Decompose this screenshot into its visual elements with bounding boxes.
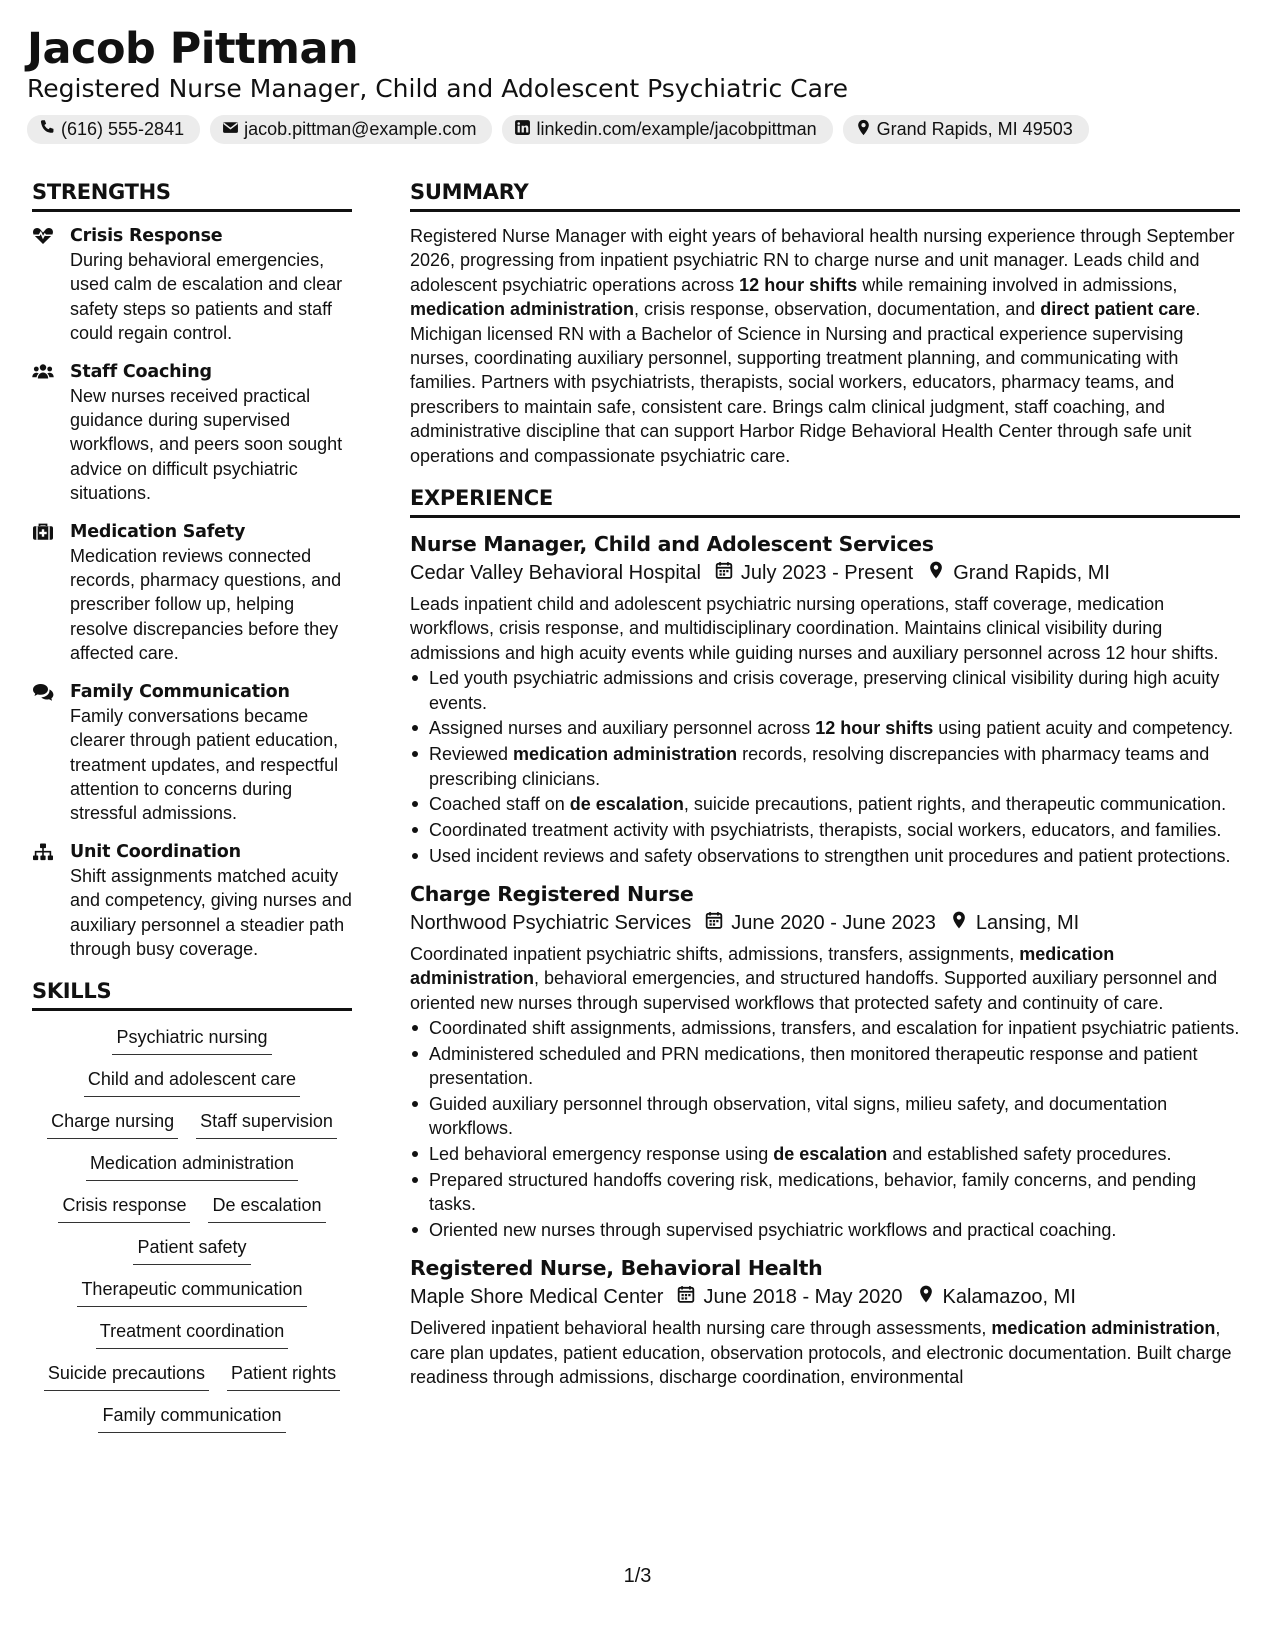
bullet-item [410,716,1240,740]
left-column [32,178,352,1433]
job-location-wrap [917,1282,1076,1312]
strength-item [32,224,352,346]
summary-text [410,224,1240,468]
strength-title: Unit Coordination [70,841,241,862]
job-meta [410,1282,1240,1312]
bold-keyword: medication administration [410,944,1115,989]
text-run: Led youth psychiatric admissions and crisis coverage, preserving clinical visibility during high acuity events. [429,668,1220,713]
strength-item [32,520,352,666]
text-run: Assigned nurses and auxiliary personnel across [429,718,816,739]
skill-tag: Patient safety [133,1235,250,1265]
bullet-item [410,1218,1240,1242]
job-description [410,942,1240,1015]
location-text: Grand Rapids, MI 49503 [876,119,1073,139]
skill-tag: Treatment coordination [96,1319,288,1349]
text-run: Delivered inpatient behavioral health nursing care through assessments, [410,1318,992,1339]
right-column [410,178,1240,1402]
linkedin-icon [514,119,531,141]
skill-tag: Medication administration [86,1151,298,1181]
map-marker-icon [917,1282,935,1312]
bullet-item [410,792,1240,816]
skill-tag: Charge nursing [47,1109,178,1139]
calendar-icon [677,1282,695,1312]
strength-text: Family conversations became clearer through patient education, treatment updates, and respectful attention to concerns during stressful admissions. [70,705,339,824]
job-bullets [410,666,1240,868]
job-bullets [410,1016,1240,1242]
job-dates-wrap [715,558,913,588]
strength-title: Family Communication [70,681,290,702]
map-marker-icon [950,908,968,938]
bullet-item [410,1092,1240,1141]
bullet-item [410,1168,1240,1217]
job-title: Nurse Manager, Child and Adolescent Services [410,532,934,557]
skill-tag: Therapeutic communication [77,1277,306,1307]
job-dates-wrap [705,908,936,938]
strength-item [32,840,352,962]
candidate-title: Registered Nurse Manager, Child and Adolescent Psychiatric Care [27,74,849,103]
text-run: while remaining involved in admissions, [857,274,1178,295]
job-meta [410,558,1240,588]
job-dates: June 2020 - June 2023 [731,912,936,935]
page-number: 1/3 [623,1565,652,1587]
text-run: Guided auxiliary personnel through observation, vital signs, milieu safety, and documentation workflows. [429,1094,1168,1139]
job-title: Charge Registered Nurse [410,882,694,907]
text-run: records, resolving discrepancies with pharmacy teams and prescribing clinicians. [429,744,1210,789]
contact-email[interactable] [210,115,492,144]
bold-keyword: medication administration [410,299,635,320]
text-run: Coordinated shift assignments, admissions, transfers, and escalation for inpatient psychiatric patients. [429,1018,1240,1039]
job-dates: June 2018 - May 2020 [703,1286,903,1309]
skill-tag: Suicide precautions [44,1361,209,1391]
text-run: Reviewed [429,744,514,765]
strength-text: New nurses received practical guidance during supervised workflows, and peers soon sought advice on difficult psychiatric situations. [70,385,343,504]
text-run: Prepared structured handoffs covering risk, medications, behavior, family concerns, and pending tasks. [429,1169,1197,1215]
skills-heading: SKILLS [32,977,352,1011]
skills-list [32,1023,352,1433]
text-run: Coordinated inpatient psychiatric shifts, admissions, transfers, assignments, [410,944,1020,965]
skill-tag: Staff supervision [196,1109,337,1139]
job-description [410,592,1240,665]
bullet-item [410,742,1240,791]
skill-tag: De escalation [208,1193,325,1223]
text-run: . Michigan licensed RN with a Bachelor of Science in Nursing and practical experience supervising nurses, coordinating auxiliary personnel, supporting treatment planning, and communicating with families. Partners with psychiatrists, therapists, social workers, educators, pharmacy teams, and prescribers to maintain safe, consistent care. Brings calm clinical judgment, staff coaching, and administrative discipline that can support Harbor Ridge Behavioral Health Center through safe unit operations and compassionate psychiatric care. [410,299,1201,466]
envelope-icon [222,119,239,141]
strength-item [32,360,352,506]
job-description [410,1316,1240,1389]
linkedin-text: linkedin.com/example/jacobpittman [536,119,817,139]
text-run: Oriented new nurses through supervised psychiatric workflows and practical coaching. [429,1219,1117,1240]
text-run: Used incident reviews and safety observations to strengthen unit procedures and patient protections. [429,845,1231,866]
text-run: and established safety procedures. [887,1144,1172,1165]
bold-keyword: medication administration [513,744,738,765]
text-run: , care plan updates, patient education, observation protocols, and electronic documentation. Built charge readiness through admissions, discharge coordination, environmental [410,1318,1232,1388]
bullet-item [410,666,1240,715]
strength-title: Medication Safety [70,521,246,542]
users-icon [32,360,62,506]
text-run: , suicide precautions, patient rights, and therapeutic communication. [683,794,1227,815]
calendar-icon [705,908,723,938]
skill-tag: Crisis response [58,1193,190,1223]
phone-text: (616) 555-2841 [61,119,185,139]
resume-header [27,22,1248,144]
text-run: Coached staff on [429,794,570,815]
strength-item [32,680,352,826]
bullet-item [410,1042,1240,1091]
text-run: , crisis response, observation, documentation, and [634,299,1041,320]
sitemap-icon [32,840,62,962]
job-location-wrap [950,908,1079,938]
job-location-wrap [927,558,1110,588]
contact-bar [27,115,1248,144]
map-marker-icon [927,558,945,588]
skill-tag: Patient rights [227,1361,340,1391]
experience-heading: EXPERIENCE [410,484,1240,518]
bold-keyword: 12 hour shifts [815,718,934,739]
job-entry [410,1254,1240,1389]
strength-title: Staff Coaching [70,361,212,382]
job-employer: Maple Shore Medical Center [410,1286,664,1309]
text-run: Led behavioral emergency response using [429,1144,774,1165]
strength-text: During behavioral emergencies, used calm de escalation and clear safety steps so patients and staff could regain control. [70,250,343,344]
job-location: Grand Rapids, MI [953,562,1110,585]
strength-text: Medication reviews connected records, pharmacy questions, and prescriber follow up, helping resolve discrepancies before they affected care. [70,545,342,664]
bold-keyword: 12 hour shifts [739,274,858,295]
contact-location[interactable] [843,115,1089,144]
email-text: jacob.pittman@example.com [244,119,477,139]
bullet-item [410,1142,1240,1166]
bullet-item [410,844,1240,868]
summary-heading: SUMMARY [410,178,1240,212]
job-location: Lansing, MI [975,912,1080,935]
strengths-heading: STRENGTHS [32,178,352,212]
text-run: Coordinated treatment activity with psychiatrists, therapists, social workers, educators, and families. [429,819,1222,840]
job-title: Registered Nurse, Behavioral Health [410,1256,823,1281]
job-employer: Cedar Valley Behavioral Hospital [410,562,701,585]
text-run: using patient acuity and competency. [933,718,1234,739]
candidate-name: Jacob Pittman [27,24,359,74]
job-dates-wrap [677,1282,902,1312]
skill-tag: Psychiatric nursing [112,1025,271,1055]
skill-tag: Child and adolescent care [84,1067,300,1097]
skill-tag: Family communication [98,1403,285,1433]
bold-keyword: de escalation [569,794,684,815]
job-employer: Northwood Psychiatric Services [410,912,692,935]
job-entry [410,530,1240,868]
calendar-icon [715,558,733,588]
medkit-icon [32,520,62,666]
bullet-item [410,1016,1240,1040]
job-meta [410,908,1240,938]
phone-icon [39,119,56,141]
text-run: Leads inpatient child and adolescent psychiatric nursing operations, staff coverage, medication workflows, crisis response, and multidisciplinary coordination. Maintains clinical visibility during admissions and high acuity events while guiding nurses and auxiliary personnel across 12 hour shifts. [410,594,1219,663]
bold-keyword: medication administration [991,1318,1216,1339]
heartbeat-icon [32,224,62,346]
job-dates: July 2023 - Present [740,562,914,585]
job-entry [410,880,1240,1242]
job-location: Kalamazoo, MI [942,1286,1076,1309]
bold-keyword: de escalation [773,1144,888,1165]
strength-text: Shift assignments matched acuity and competency, giving nurses and auxiliary personnel a steadier path through busy coverage. [70,865,352,959]
contact-linkedin[interactable] [502,115,832,144]
strength-title: Crisis Response [70,226,223,246]
comments-icon [32,680,62,826]
text-run: Administered scheduled and PRN medications, then monitored therapeutic response and patient presentation. [429,1043,1198,1089]
text-run: Registered Nurse Manager with eight years of behavioral health nursing experience through September 2026, progressing from inpatient psychiatric RN to charge nurse and unit manager. Leads child and adolescent psychiatric operations across [410,226,1235,295]
bullet-item [410,818,1240,842]
text-run: , behavioral emergencies, and structured handoffs. Supported auxiliary personnel and oriented new nurses through supervised workflows that protected safety and continuity of care. [410,968,1218,1013]
contact-phone[interactable] [27,115,200,144]
map-marker-icon [855,119,872,141]
bold-keyword: direct patient care [1040,299,1196,320]
